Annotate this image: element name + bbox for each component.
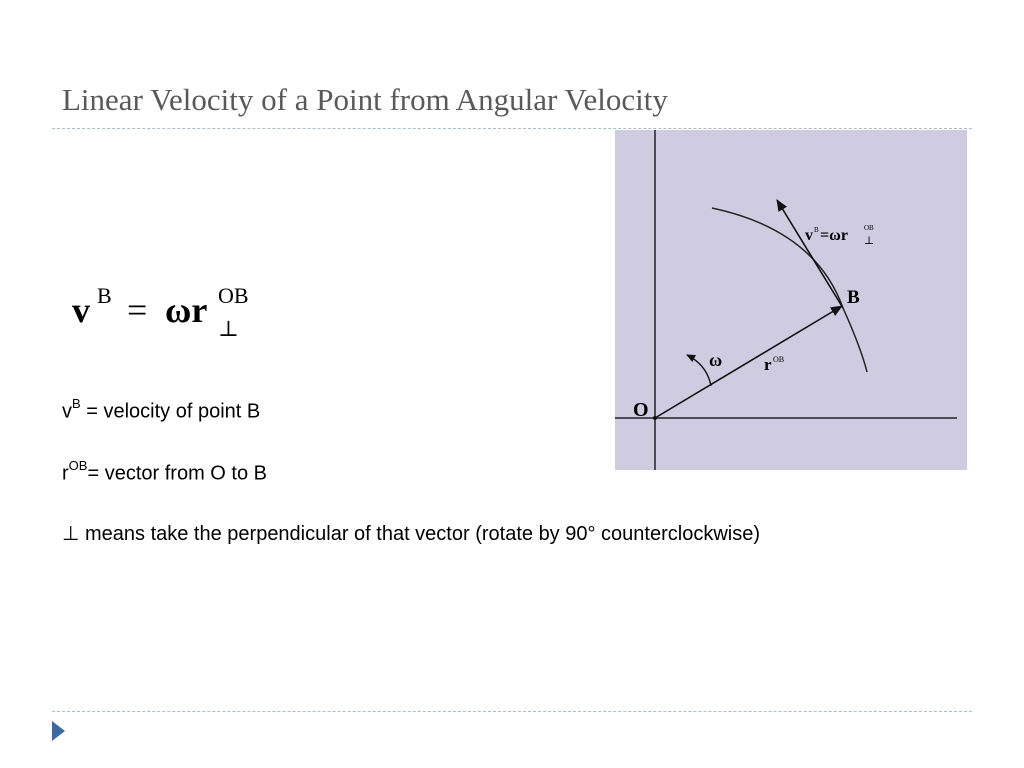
omega-rotation-icon [687,355,711,386]
footer-divider [52,711,972,712]
v-b-vector-arrow [777,200,843,308]
definition-symbol: v [62,400,72,423]
formula-equals: = [127,290,148,330]
r-ob-superscript: OB [773,355,785,364]
v-b-letter: v [805,227,813,244]
r-ob-vector-arrow [655,306,842,418]
triangle-bullet-icon [52,721,65,741]
origin-point [653,416,657,420]
definition-text: = vector from O to B [87,462,267,485]
definition-symbol: ⊥ [62,523,80,545]
definition-symbol: r [62,462,69,485]
velocity-diagram [615,130,967,470]
v-b-r-superscript: OB [864,224,874,232]
definition-text: means take the perpendicular of that vector (rotate by 90° counterclockwise) [79,523,760,545]
slide-title: Linear Velocity of a Point from Angular Velocity [62,82,668,117]
formula-omega-r: ωr [165,290,208,330]
r-ob-letter: r [764,355,772,374]
point-b-label: B [847,287,860,308]
definition-perpendicular [62,521,760,546]
origin-label: O [633,399,649,421]
formula-r-superscript: OB [218,283,249,308]
definition-superscript: OB [68,458,88,473]
title-divider [52,128,972,129]
v-b-r-subscript: ⊥ [864,235,875,247]
formula-v-superscript: B [97,283,112,308]
omega-label: ω [709,350,723,370]
definition-position-vector [62,460,267,486]
r-ob-label [764,355,784,374]
v-b-equation: =ωr [820,227,848,244]
v-b-label [805,224,874,247]
definition-superscript: B [72,396,81,411]
v-b-superscript: B [814,226,819,234]
formula-r-subscript: ⊥ [218,316,239,341]
definition-velocity [62,398,260,424]
definition-text: = velocity of point B [80,400,261,423]
diagram-svg [615,130,967,470]
formula-v: v [72,290,90,330]
